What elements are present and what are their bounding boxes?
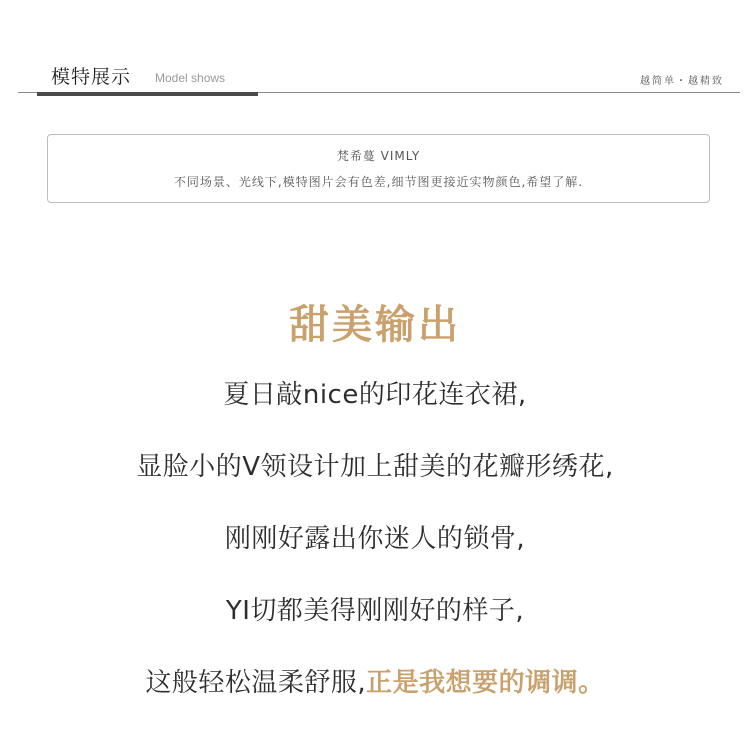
- description-lines: [0, 374, 750, 734]
- section-title: 模特展示: [51, 66, 132, 88]
- description-line-5-plain: 这般轻松温柔舒服,: [145, 668, 367, 698]
- header-divider-accent: [37, 92, 258, 96]
- section-subtitle: Model shows: [155, 71, 226, 85]
- description-line-2: 显脸小的V领设计加上甜美的花瓣形绣花,: [136, 452, 614, 482]
- headline: 甜美输出: [289, 302, 461, 348]
- section-header: [0, 0, 750, 96]
- notice-brand: 梵希蔓 VIMLY: [336, 149, 421, 163]
- description-line-4: YI切都美得刚刚好的样子,: [225, 596, 525, 626]
- description-line-5: [0, 662, 750, 734]
- description-line-5-highlight: 正是我想要的调调。: [366, 668, 605, 698]
- notice-text: 不同场景、光线下,模特图片会有色差,细节图更接近实物颜色,希望了解.: [173, 175, 584, 189]
- description-line-1: 夏日敲nice的印花连衣裙,: [223, 380, 527, 410]
- color-notice-box: [47, 134, 710, 203]
- description-line-3: 刚刚好露出你迷人的锁骨,: [224, 524, 526, 554]
- brand-slogan: 越简单・越精致: [640, 76, 724, 87]
